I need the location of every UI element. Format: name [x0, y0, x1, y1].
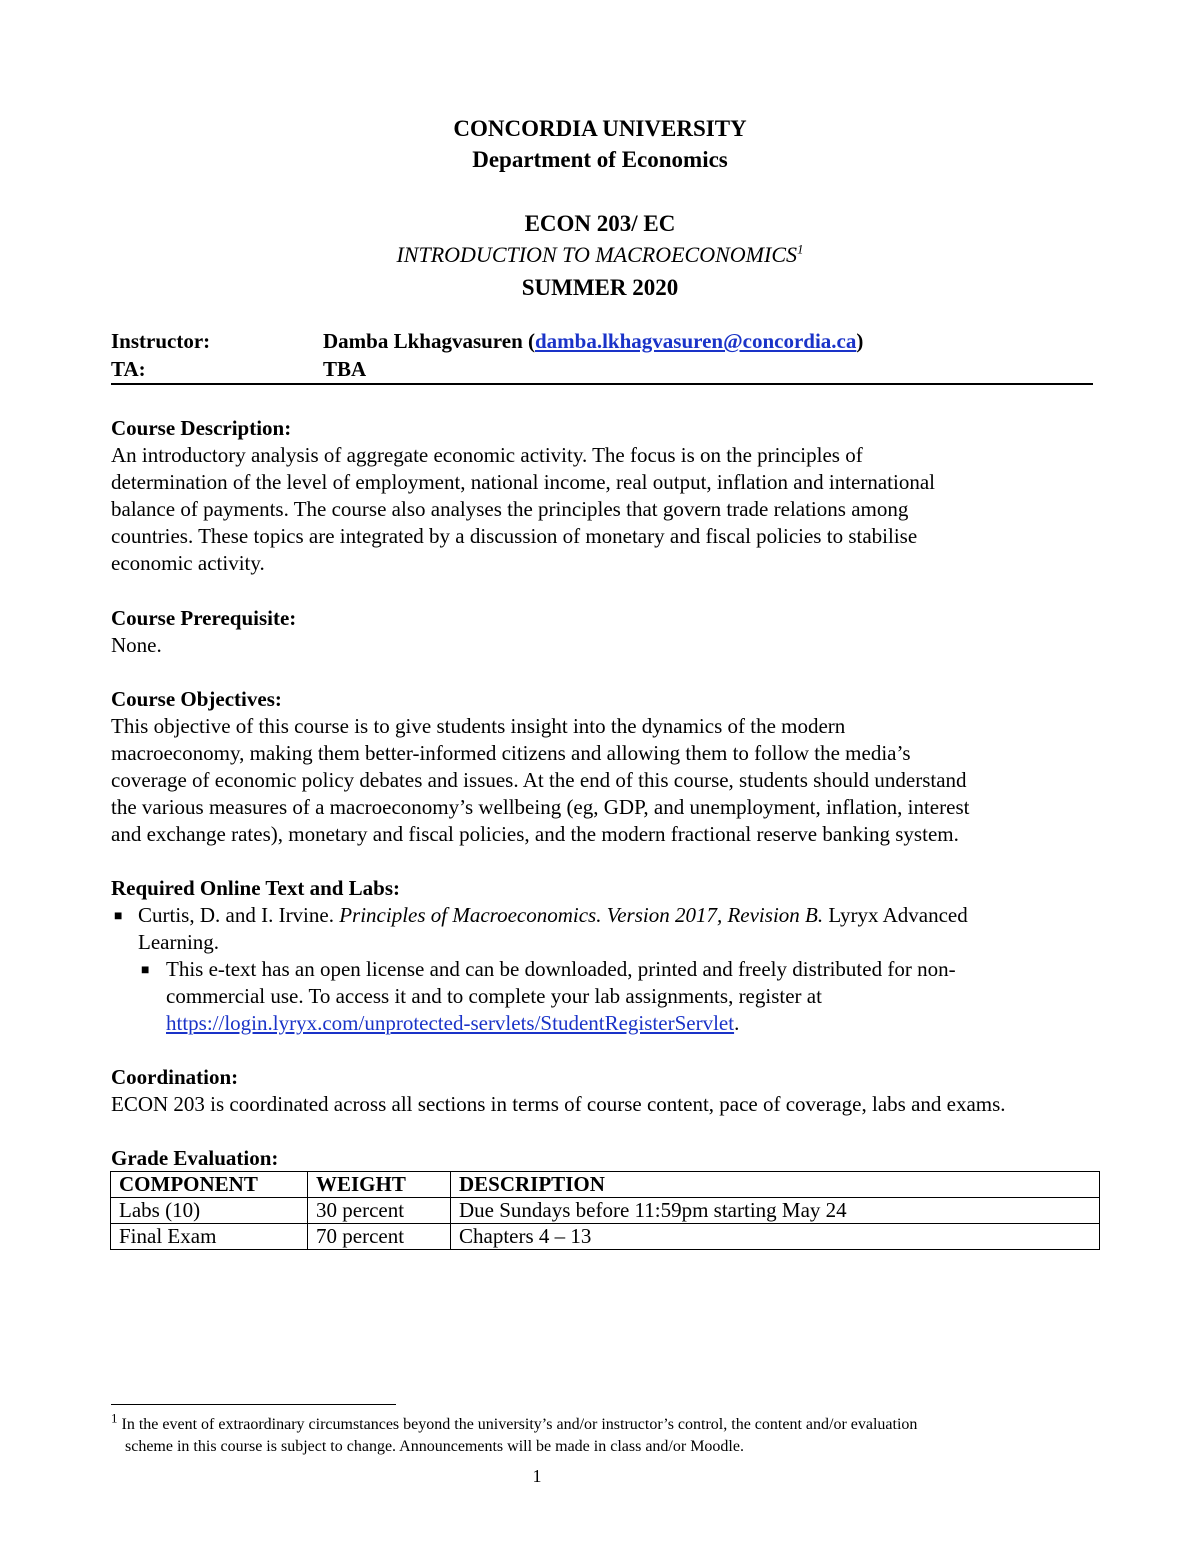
- table-cell: Final Exam: [111, 1224, 308, 1250]
- ta-label: TA:: [111, 357, 146, 381]
- textbook-publisher: Lyryx Advanced: [823, 903, 968, 927]
- table-cell: 70 percent: [308, 1224, 451, 1250]
- coordination-text: ECON 203 is coordinated across all sections in terms of course content, pace of coverage, labs and exams.: [111, 1092, 1006, 1116]
- license-line: This e-text has an open license and can be downloaded, printed and freely distributed for non-: [166, 957, 956, 981]
- license-item: [166, 956, 1096, 1037]
- column-header: WEIGHT: [308, 1172, 451, 1198]
- textbook-title: Principles of Macroeconomics. Version 2017, Revision B.: [339, 903, 824, 927]
- university-name: CONCORDIA UNIVERSITY: [453, 116, 747, 141]
- description-heading: Course Description:: [111, 416, 292, 440]
- footnote: [111, 1410, 1111, 1458]
- column-header: DESCRIPTION: [451, 1172, 1100, 1198]
- textbook-publisher-cont: Learning.: [138, 930, 220, 954]
- description-line: An introductory analysis of aggregate economic activity. The focus is on the principles of: [111, 443, 863, 467]
- instructor-name: Damba Lkhagvasuren (: [323, 329, 535, 353]
- header-divider: [111, 383, 1093, 385]
- table-cell: 30 percent: [308, 1198, 451, 1224]
- course-title: INTRODUCTION TO MACROECONOMICS: [396, 242, 797, 267]
- textbook-authors: Curtis, D. and I. Irvine.: [138, 903, 340, 927]
- square-bullet-icon: ■: [141, 963, 150, 978]
- lyryx-register-link[interactable]: https://login.lyryx.com/unprotected-servlets/StudentRegisterServlet: [166, 1011, 735, 1035]
- objectives-line: coverage of economic policy debates and issues. At the end of this course, students should understand: [111, 768, 967, 792]
- department-name: Department of Economics: [472, 147, 728, 172]
- description-line: economic activity.: [111, 551, 265, 575]
- square-bullet-icon: ■: [114, 909, 123, 924]
- page-number: 1: [532, 1466, 542, 1486]
- description-line: balance of payments. The course also analyses the principles that govern trade relations among: [111, 497, 909, 521]
- instructor-email-link[interactable]: damba.lkhagvasuren@concordia.ca: [535, 329, 857, 353]
- footnote-text: In the event of extraordinary circumstances beyond the university’s and/or instructor’s control, the content and/or evaluation: [121, 1416, 918, 1433]
- link-period: .: [734, 1011, 740, 1035]
- footnote-reference[interactable]: 1: [797, 241, 804, 257]
- footnote-number: 1: [111, 1410, 118, 1426]
- course-title-line: [0, 240, 1200, 270]
- objectives-line: the various measures of a macroeconomy’s wellbeing (eg, GDP, and unemployment, inflation, interest: [111, 795, 970, 819]
- license-line: commercial use. To access it and to complete your lab assignments, register at: [166, 984, 822, 1008]
- objectives-body: [111, 713, 1090, 848]
- texts-heading: Required Online Text and Labs:: [111, 876, 401, 900]
- description-line: countries. These topics are integrated by a discussion of monetary and fiscal policies to stabilise: [111, 524, 918, 548]
- course-code: ECON 203/ EC: [524, 211, 676, 236]
- instructor-label: Instructor:: [111, 329, 211, 353]
- description-body: [111, 442, 1101, 577]
- footnote-divider: [111, 1404, 396, 1405]
- instructor-line: [323, 328, 863, 355]
- textbook-item: [138, 902, 1098, 956]
- description-line: determination of the level of employment, national income, real output, inflation and international: [111, 470, 936, 494]
- coordination-heading: Coordination:: [111, 1065, 239, 1089]
- ta-value: TBA: [323, 357, 367, 381]
- objectives-line: This objective of this course is to give students insight into the dynamics of the modern: [111, 714, 846, 738]
- footnote-text-cont: scheme in this course is subject to change. Announcements will be made in class and/or Moodle.: [125, 1438, 744, 1455]
- objectives-heading: Course Objectives:: [111, 687, 282, 711]
- column-header: COMPONENT: [111, 1172, 308, 1198]
- objectives-line: macroeconomy, making them better-informed citizens and allowing them to follow the media’s: [111, 741, 911, 765]
- grade-table: [110, 1171, 1100, 1250]
- prerequisite-heading: Course Prerequisite:: [111, 606, 297, 630]
- prerequisite-text: None.: [111, 633, 162, 657]
- term: SUMMER 2020: [521, 275, 679, 300]
- table-header-row: [111, 1172, 1100, 1198]
- table-cell: Labs (10): [111, 1198, 308, 1224]
- table-cell: Due Sundays before 11:59pm starting May 24: [451, 1198, 1100, 1224]
- table-cell: Chapters 4 – 13: [451, 1224, 1100, 1250]
- instructor-close-paren: ): [856, 329, 864, 353]
- table-row: [111, 1198, 1100, 1224]
- table-row: [111, 1224, 1100, 1250]
- grades-heading: Grade Evaluation:: [111, 1146, 279, 1170]
- objectives-line: and exchange rates), monetary and fiscal policies, and the modern fractional reserve banking system.: [111, 822, 959, 846]
